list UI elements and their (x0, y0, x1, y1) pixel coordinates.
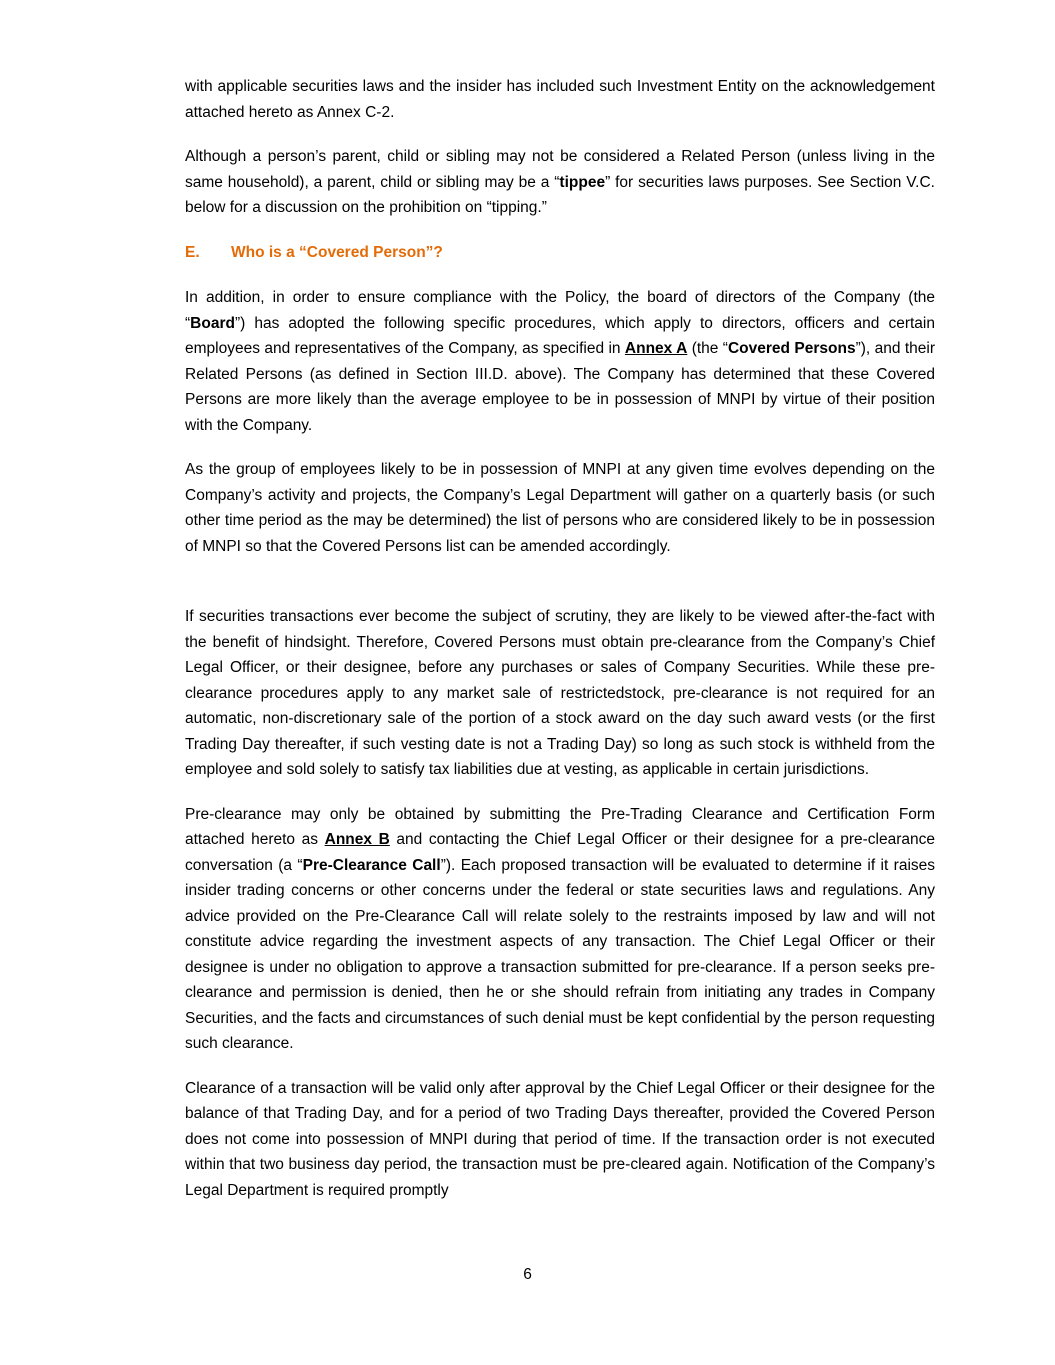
paragraph-text-run: Pre-clearance may only be obtained by submitting the Pre-Trading Clearance and Certification Form attached hereto as (185, 805, 935, 848)
paragraph-text-run: Annex B (324, 831, 390, 848)
paragraph-text-run: Clearance of a transaction will be valid only after approval by the Chief Legal Officer or their designee for the balance of that Trading Day, and for a period of two Trading Days thereafter, provided the Covered Person does not come into possession of MNPI during that period of time. If the transaction order is not executed within that two business day period, the transaction must be pre-cleared again. Notification of the Company’s Legal Department is required promptly (185, 1079, 935, 1199)
paragraph-text-run: and contacting the Chief Legal Officer or their designee for a pre-clearance conversation (a “ (185, 831, 935, 874)
paragraph (185, 1076, 935, 1204)
document-content (185, 74, 935, 1222)
section-heading-label: E. (185, 243, 200, 261)
section-heading (185, 240, 935, 266)
paragraph-text-run: If securities transactions ever become the subject of scrutiny, they are likely to be viewed after-the-fact with the benefit of hindsight. Therefore, Covered Persons must obtain pre-clearance from the Company’s Chief Legal Officer, or their designee, before any purchases or sales of Company Securities. While these pre-clearance procedures apply to any market sale of restrictedstock, pre-clearance is not required for an automatic, non-discretionary sale of the portion of a stock award on the day such award vests (or the first Trading Day thereafter, if such vesting date is not a Trading Day) so long as such stock is withheld from the employee and sold solely to satisfy tax liabilities due at vesting, as applicable in certain jurisdictions. (185, 608, 935, 778)
paragraph-text-run: As the group of employees likely to be in possession of MNPI at any given time evolves depending on the Company’s activity and projects, the Company’s Legal Department will gather on a quarterly basis (or such other time period as the may be determined) the list of persons who are considered likely to be in possession of MNPI so that the Covered Persons list can be amended accordingly. (185, 461, 935, 555)
section-heading-text: Who is a “Covered Person”? (231, 243, 443, 261)
paragraph-text-run: Board (190, 314, 235, 332)
paragraph-text-run: with applicable securities laws and the insider has included such Investment Entity on the acknowledgement attached hereto as Annex C-2. (185, 78, 935, 121)
paragraph (185, 802, 935, 1057)
paragraph (185, 604, 935, 783)
paragraph-text-run: ” for securities laws purposes. See Section V.C. below for a discussion on the prohibition on “tipping.” (185, 173, 935, 216)
paragraph-text-run: (the “ (687, 340, 728, 357)
paragraph (185, 285, 935, 438)
paragraph-text-run: ”) has adopted the following specific procedures, which apply to directors, officers and certain employees and representatives of the Company, as specified in (185, 314, 935, 357)
paragraph (185, 457, 935, 559)
paragraph (185, 144, 935, 221)
paragraph-text-run: tippee (559, 173, 606, 191)
paragraph-text-run: In addition, in order to ensure compliance with the Policy, the board of directors of the Company (the “ (185, 289, 935, 332)
paragraph-text-run: ”). Each proposed transaction will be evaluated to determine if it raises insider trading concerns or other concerns under the federal or state securities laws and regulations. Any advice provided on the Pre-Clearance Call will relate solely to the restraints imposed by law and will not constitute advice regarding the investment aspects of any transaction. The Chief Legal Officer or their designee is under no obligation to approve a transaction submitted for pre-clearance. If a person seeks pre-clearance and permission is denied, then he or she should refrain from initiating any trades in Company Securities, and the facts and circumstances of such denial must be kept confidential by the person requesting such clearance. (185, 856, 936, 1052)
page-number: 6 (523, 1265, 532, 1283)
paragraph-text-run: Pre-Clearance Call (302, 856, 441, 874)
paragraph-text-run: Although a person’s parent, child or sibling may not be considered a Related Person (unless living in the same household), a parent, child or sibling may be a “ (185, 148, 935, 191)
paragraph (185, 74, 935, 125)
paragraph-text-run: Annex A (624, 340, 688, 357)
paragraph-text-run: ”), and their Related Persons (as defined in Section III.D. above). The Company has determined that these Covered Persons are more likely than the average employee to be in possession of MNPI by virtue of their position with the Company. (185, 340, 936, 434)
paragraph-text-run: Covered Persons (727, 340, 856, 357)
